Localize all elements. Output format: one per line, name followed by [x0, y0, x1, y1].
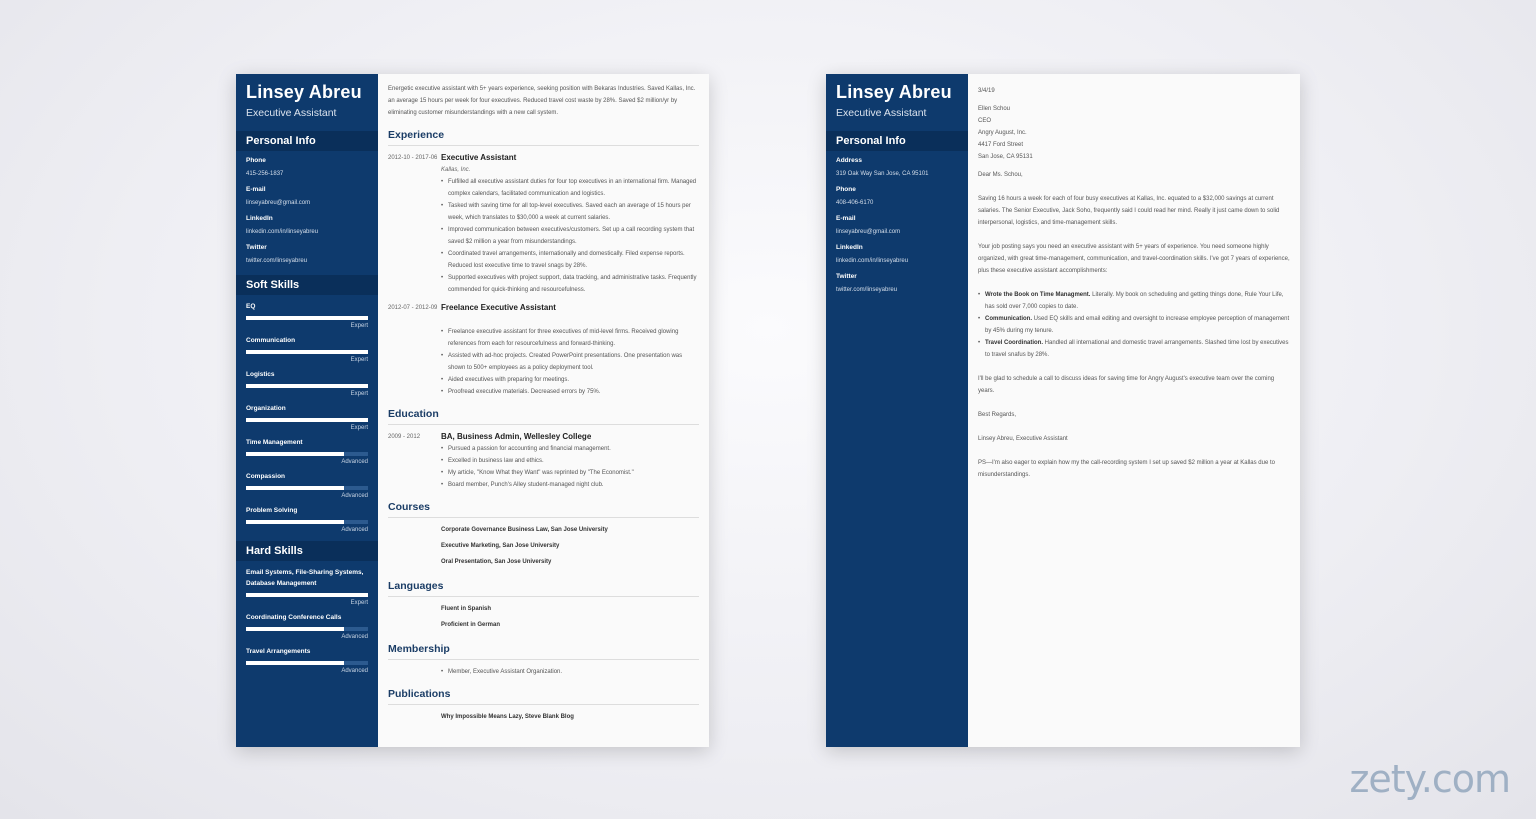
- letter-signature: Linsey Abreu, Executive Assistant: [978, 436, 1068, 442]
- resume-name: Linsey Abreu: [246, 82, 362, 102]
- course-item: Corporate Governance Business Law, San Jose University: [441, 527, 608, 533]
- contact-item: [236, 186, 378, 209]
- skill-bar: [246, 593, 368, 597]
- skill-item: [236, 301, 378, 329]
- entry-bullets: [441, 326, 699, 398]
- bullet-item: • Assisted with ad-hoc projects. Created PowerPoint presentations. One presentation was shown to 500+ employees as a policy deployment tool.: [441, 350, 699, 374]
- resume-entry: [388, 152, 699, 296]
- contact-item: [826, 157, 968, 180]
- skill-item: [236, 646, 378, 674]
- skill-bar-fill: [246, 350, 368, 354]
- contact-item: [236, 157, 378, 180]
- contact-value: linkedin.com/in/linseyabreu: [246, 229, 319, 235]
- contact-item: [236, 244, 378, 267]
- skill-bar: [246, 520, 368, 524]
- skill-level: Expert: [350, 391, 368, 397]
- letter-paragraph-1: Saving 16 hours a week for each of four busy executives at Kallas, Inc. equated to a $32,000 savings at current salaries. The Senior Executive, Jack Soho, frequently said I could read her mind. Really it just came down to solid interpersonal, logistics, and time-management skills.: [978, 196, 1280, 226]
- contact-label: Twitter: [836, 273, 857, 280]
- letter-body: [968, 74, 1300, 747]
- skill-item: [236, 335, 378, 363]
- skill-name: Communication: [246, 337, 296, 344]
- skill-item: [236, 471, 378, 499]
- contact-value: linseyabreu@gmail.com: [836, 229, 901, 235]
- bullet-item: • Tasked with saving time for all top-level executives. Saved each an average of 15 hours per week, which translates to $30,000 a week at current salaries.: [441, 200, 699, 224]
- skill-name: EQ: [246, 303, 256, 310]
- experience-list: [388, 152, 699, 398]
- course-item: Oral Presentation, San Jose University: [441, 559, 552, 565]
- entry-company-spacer: [441, 314, 699, 326]
- letter-header: [826, 74, 968, 125]
- skill-name: Logistics: [246, 371, 275, 378]
- skill-bar-fill: [246, 418, 368, 422]
- skill-name: Travel Arrangements: [246, 648, 311, 655]
- contact-label: Address: [836, 157, 863, 164]
- bullet-item: • Improved communication between executives/customers. Set up a call recording system that saved $2 million a year from misunderstandings.: [441, 224, 699, 248]
- recipient-line: 4417 Ford Street: [978, 142, 1024, 148]
- contact-item: [236, 215, 378, 238]
- skill-bar-fill: [246, 486, 344, 490]
- skill-item: [236, 505, 378, 533]
- resume-role: Executive Assistant: [246, 107, 337, 119]
- resume-document: [236, 74, 709, 747]
- contact-value: linseyabreu@gmail.com: [246, 200, 311, 206]
- recipient-line: CEO: [978, 118, 992, 124]
- skill-item: [236, 403, 378, 431]
- skill-item: [236, 437, 378, 465]
- letter-closing: Best Regards,: [978, 412, 1017, 418]
- language-item: Fluent in Spanish: [441, 606, 492, 612]
- letter-postscript: PS—I'm also eager to explain how my the call-recording system I set up saved $2 million a year at Kallas due to misunderstandings.: [978, 460, 1275, 478]
- skill-bar-fill: [246, 627, 344, 631]
- skill-name: Problem Solving: [246, 507, 298, 514]
- soft-skills-list: [236, 301, 378, 533]
- contact-value: 415-256-1837: [246, 171, 284, 177]
- skill-item: [236, 567, 378, 606]
- membership-list: [441, 666, 699, 678]
- skill-bar-fill: [246, 452, 344, 456]
- contact-value: twitter.com/linseyabreu: [246, 258, 308, 264]
- bullet-item: • Excelled in business law and ethics.: [441, 455, 699, 467]
- skill-level: Expert: [350, 357, 368, 363]
- skill-bar-fill: [246, 661, 344, 665]
- skill-level: Expert: [350, 425, 368, 431]
- languages-list: [441, 601, 699, 633]
- skill-bar: [246, 486, 368, 490]
- resume-entry: [388, 431, 699, 491]
- letter-paragraph-2: Your job posting says you need an executive assistant with 5+ years of experience. You need someone highly organized, with great time-management, communication, and travel-coordination skills. I've got 7 years of experience, plus these executive assistant accomplishments:: [978, 244, 1290, 274]
- bullet-item: • Pursued a passion for accounting and financial management.: [441, 443, 699, 455]
- entry-title: BA, Business Admin, Wellesley College: [441, 432, 592, 441]
- letter-contacts: [826, 157, 968, 296]
- skill-name: Compassion: [246, 473, 286, 480]
- entry-title: Executive Assistant: [441, 153, 517, 162]
- language-item: Proficient in German: [441, 622, 501, 628]
- resume-main: [378, 74, 709, 747]
- publications-heading: Publications: [388, 688, 699, 705]
- accomplishment-text: Handled all international and domestic travel arrangements. Slashed time lost by executives to travel snafus by 28%.: [985, 340, 1289, 358]
- skill-bar-fill: [246, 593, 368, 597]
- contact-label: Twitter: [246, 244, 267, 251]
- soft-skills-heading: Soft Skills: [236, 275, 378, 295]
- recipient-line: San Jose, CA 95131: [978, 154, 1033, 160]
- membership-item: • Member, Executive Assistant Organization.: [441, 666, 699, 678]
- entry-dates: 2012-07 - 2012-09: [388, 305, 438, 311]
- entry-bullets: [441, 176, 699, 296]
- skill-bar: [246, 661, 368, 665]
- bullet-item: • Proofread executive materials. Decreased errors by 75%.: [441, 386, 699, 398]
- skill-level: Advanced: [341, 668, 368, 674]
- resume-personal-info-heading: Personal Info: [236, 131, 378, 151]
- resume-header: [236, 74, 378, 125]
- publication-item: Why Impossible Means Lazy, Steve Blank Blog: [441, 714, 574, 720]
- experience-heading: Experience: [388, 129, 699, 146]
- entry-company: Kallas, Inc.: [441, 167, 471, 173]
- contact-item: [826, 215, 968, 238]
- resume-summary: Energetic executive assistant with 5+ years experience, seeking position with Bekaras Industries. Saved Kallas, Inc. an average 15 hours per week for four executives. Reduced travel cost waste by 28%. Saved $2 million/yr by eliminating customer misunderstandings with a new call system.: [388, 86, 696, 116]
- contact-item: [826, 244, 968, 267]
- entry-title: Freelance Executive Assistant: [441, 303, 556, 312]
- resume-sidebar: [236, 74, 378, 747]
- skill-bar-fill: [246, 384, 368, 388]
- letter-personal-info-heading: Personal Info: [826, 131, 968, 151]
- skill-level: Advanced: [341, 634, 368, 640]
- contact-label: Phone: [246, 157, 266, 164]
- recipient-line: Ellen Schou: [978, 106, 1011, 112]
- letter-accomplishments: [978, 289, 1290, 361]
- accomplishment-title: Communication.: [985, 316, 1033, 322]
- skill-name: Organization: [246, 405, 286, 412]
- bullet-item: • Coordinated travel arrangements, internationally and domestically. Filed expense reports. Reduced lost executive time to travel snags by 28%.: [441, 248, 699, 272]
- contact-value: 319 Oak Way San Jose, CA 95101: [836, 171, 929, 177]
- publications-list: [441, 709, 699, 725]
- skill-name: Time Management: [246, 439, 303, 446]
- letter-date: 3/4/19: [978, 88, 995, 94]
- skill-name: Email Systems, File-Sharing Systems, Database Management: [246, 569, 364, 587]
- accomplishment-item: [978, 313, 1290, 337]
- skill-item: [236, 369, 378, 397]
- letter-sidebar: [826, 74, 968, 747]
- skill-bar-fill: [246, 316, 368, 320]
- skill-bar: [246, 350, 368, 354]
- skill-level: Advanced: [341, 493, 368, 499]
- education-list: [388, 431, 699, 491]
- resume-entry: [388, 302, 699, 398]
- bullet-item: • My article, "Know What they Want" was reprinted by "The Economist.": [441, 467, 699, 479]
- entry-bullets: [441, 443, 699, 491]
- skill-level: Advanced: [341, 527, 368, 533]
- bullet-item: • Supported executives with project support, data tracking, and administrative tasks. Frequently commended for quick-thinking and resourcefulness.: [441, 272, 699, 296]
- entry-body: [441, 152, 699, 296]
- letter-salutation: Dear Ms. Schou,: [978, 172, 1023, 178]
- skill-level: Expert: [350, 600, 368, 606]
- courses-list: [441, 522, 699, 570]
- entry-dates: 2012-10 - 2017-06: [388, 155, 438, 161]
- contact-label: LinkedIn: [836, 244, 863, 251]
- languages-heading: Languages: [388, 580, 699, 597]
- entry-body: [441, 302, 699, 398]
- resume-contacts: [236, 157, 378, 267]
- accomplishment-item: [978, 289, 1290, 313]
- recipient-line: Angry August, Inc.: [978, 130, 1027, 136]
- contact-value: 408-406-6170: [836, 200, 874, 206]
- letter-recipient: [978, 103, 1290, 163]
- courses-heading: Courses: [388, 501, 699, 518]
- skill-bar: [246, 418, 368, 422]
- letter-name: Linsey Abreu: [836, 82, 952, 102]
- cover-letter-document: [826, 74, 1300, 747]
- contact-value: twitter.com/linseyabreu: [836, 287, 898, 293]
- skill-bar: [246, 627, 368, 631]
- contact-item: [826, 273, 968, 296]
- hard-skills-list: [236, 567, 378, 674]
- contact-label: Phone: [836, 186, 856, 193]
- accomplishment-title: Wrote the Book on Time Managment.: [985, 292, 1091, 298]
- skill-bar: [246, 316, 368, 320]
- bullet-item: • Aided executives with preparing for meetings.: [441, 374, 699, 386]
- bullet-item: • Board member, Punch's Alley student-managed night club.: [441, 479, 699, 491]
- letter-role: Executive Assistant: [836, 107, 927, 119]
- skill-item: [236, 612, 378, 640]
- skill-level: Advanced: [341, 459, 368, 465]
- skill-bar: [246, 384, 368, 388]
- letter-paragraph-3: I'll be glad to schedule a call to discuss ideas for saving time for Angry August's executive team over the coming years.: [978, 376, 1275, 394]
- bullet-item: • Freelance executive assistant for three executives of mid-level firms. Received glowing references from each for resourcefulness and forward-thinking.: [441, 326, 699, 350]
- course-item: Executive Marketing, San Jose University: [441, 543, 560, 549]
- skill-level: Expert: [350, 323, 368, 329]
- skill-name: Coordinating Conference Calls: [246, 614, 342, 621]
- contact-label: E-mail: [246, 186, 266, 193]
- membership-heading: Membership: [388, 643, 699, 660]
- contact-label: LinkedIn: [246, 215, 273, 222]
- skill-bar: [246, 452, 368, 456]
- accomplishment-text: Literally. My book on scheduling and getting things done, Rule Your Life, has sold over 7,000 copies to date.: [985, 292, 1284, 310]
- accomplishment-title: Travel Coordination.: [985, 340, 1044, 346]
- zety-watermark-logo: zety.com: [1349, 757, 1510, 801]
- education-heading: Education: [388, 408, 699, 425]
- accomplishment-item: [978, 337, 1290, 361]
- contact-item: [826, 186, 968, 209]
- hard-skills-heading: Hard Skills: [236, 541, 378, 561]
- entry-dates: 2009 - 2012: [388, 434, 421, 440]
- accomplishment-text: Used EQ skills and email editing and oversight to increase employee perception of management by 45% during my tenure.: [985, 316, 1290, 334]
- bullet-item: • Fulfilled all executive assistant duties for four top executives in an international firm. Managed complex calendars, facilitated communication and logistics.: [441, 176, 699, 200]
- skill-bar-fill: [246, 520, 344, 524]
- contact-value: linkedin.com/in/linseyabreu: [836, 258, 909, 264]
- contact-label: E-mail: [836, 215, 856, 222]
- entry-body: [441, 431, 699, 491]
